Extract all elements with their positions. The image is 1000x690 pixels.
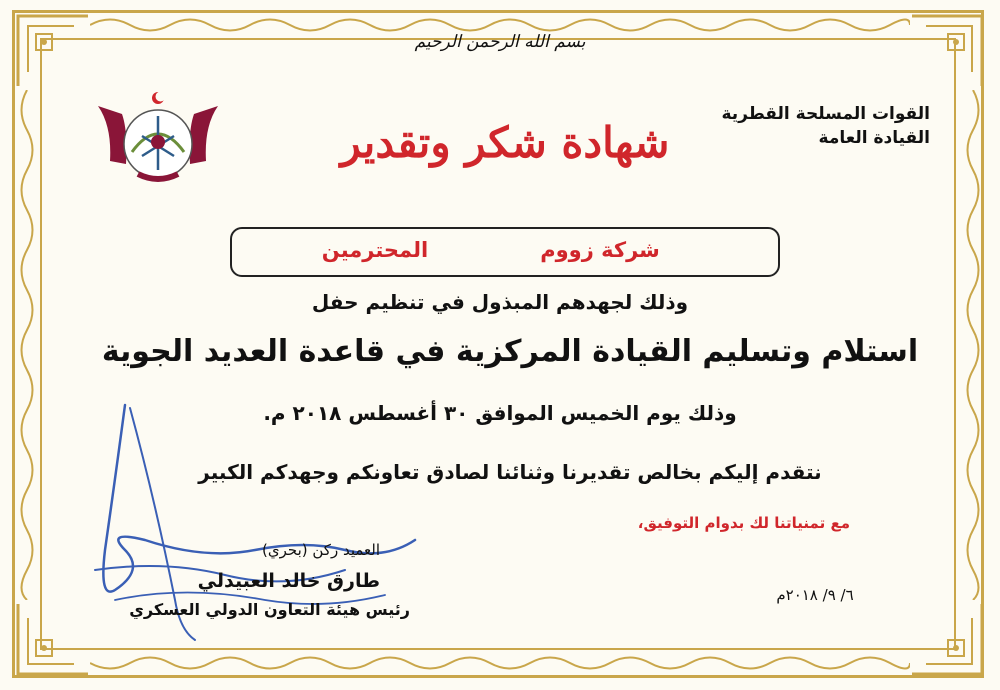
closing-wishes: مع تمنياتنا لك بدوام التوفيق، (637, 514, 850, 532)
corner-ornament-top-left (14, 12, 92, 90)
recipient-name: شركة زووم (540, 238, 660, 262)
certificate-title: شهادة شكر وتقدير (340, 118, 670, 167)
issue-date: ٦/ ٩/ ٢٠١٨م (776, 586, 854, 604)
corner-ornament-bottom-left (14, 600, 92, 678)
body-line-appreciation: نتقدم إليكم بخالص تقديرنا وثنائنا لصادق تعاونكم وجهدكم الكبير (198, 460, 822, 484)
org-department: القيادة العامة (818, 128, 930, 148)
body-line-date: وذلك يوم الخميس الموافق ٣٠ أغسطس ٢٠١٨ م. (263, 401, 737, 425)
signatory-rank: العميد ركن (بحري) (262, 541, 380, 559)
issuing-organization (700, 102, 930, 150)
body-line-effort: وذلك لجهدهم المبذول في تنظيم حفل (311, 290, 689, 314)
org-name: القوات المسلحة القطرية (721, 104, 930, 124)
recipient-honorific: المحترمين (321, 238, 429, 262)
right-ornament-band (962, 90, 984, 600)
basmala: بسم الله الرحمن الرحيم (414, 32, 586, 52)
signatory-role: رئيس هيئة التعاون الدولي العسكري (129, 600, 410, 619)
handwritten-signature (85, 400, 445, 660)
signatory-name: طارق خالد العبيدلي (197, 570, 380, 592)
armed-forces-emblem-icon (92, 86, 224, 196)
corner-ornament-bottom-right (908, 600, 986, 678)
body-line-event: استلام وتسليم القيادة المركزية في قاعدة العديد الجوية (101, 334, 919, 369)
corner-ornament-top-right (908, 12, 986, 90)
left-ornament-band (16, 90, 38, 600)
